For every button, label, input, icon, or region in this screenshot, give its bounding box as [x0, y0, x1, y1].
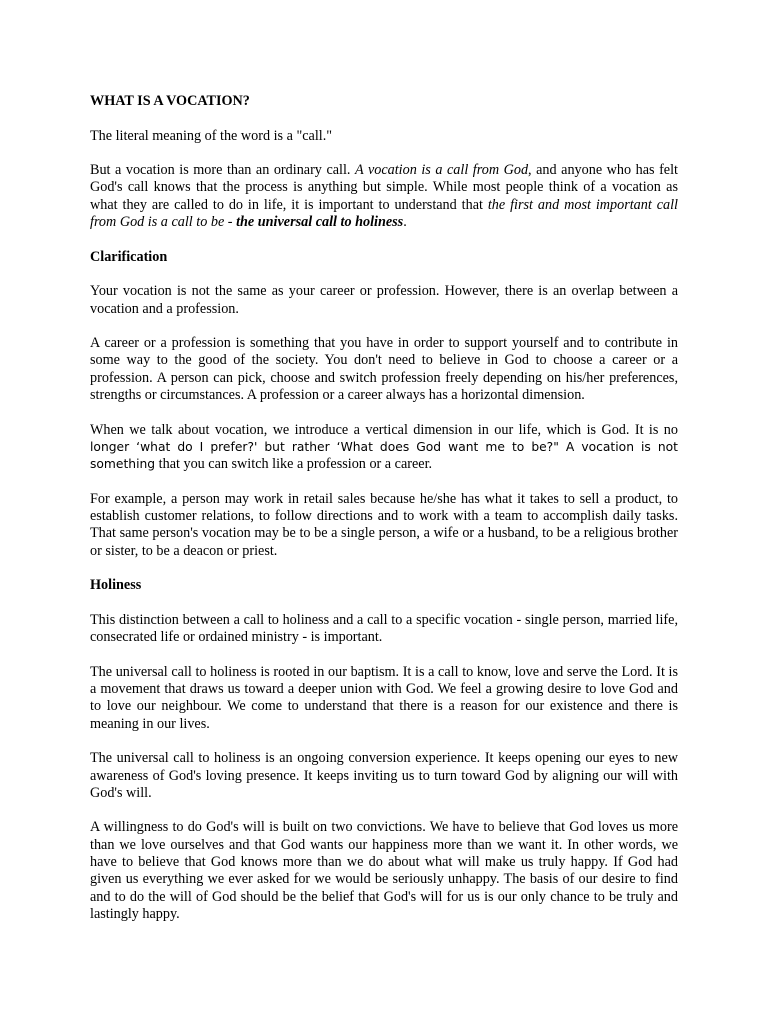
clarification-paragraph-1: Your vocation is not the same as your career or profession. However, there is an overlap between a vocation and a profession.: [90, 283, 678, 317]
holiness-paragraph-2: The universal call to holiness is rooted in our baptism. It is a call to know, love and serve the Lord. It is a movement that draws us toward a deeper union with God. We feel a growing desire to love God and to love our neighbour. We come to understand that there is a reason for our existence and there is meaning in our lives.: [90, 663, 678, 732]
clarification-paragraph-2: A career or a profession is something that you have in order to support yourself and to contribute in some way to the good of the society. You don't need to believe in God to choose a career or a profession. A person can pick, choose and switch profession freely depending on his/her preferences, strengths or circumstances. A profession or a career always has a horizontal dimension.: [90, 335, 678, 404]
vocation-definition-paragraph: [90, 162, 678, 231]
holiness-paragraph-3: The universal call to holiness is an ongoing conversion experience. It keeps opening our eyes to new awareness of God's loving presence. It keeps inviting us to turn toward God by aligning our will with God's will.: [90, 750, 678, 801]
document-title: WHAT IS A VOCATION?: [90, 93, 250, 109]
clarification-heading: Clarification: [90, 248, 168, 265]
text-run: But a vocation is more than an ordinary call.: [90, 162, 356, 179]
clarification-paragraph-3: [90, 422, 678, 474]
text-run: When we talk about vocation, we introduce a vertical dimension in our life, which is God. It is no: [90, 421, 678, 438]
text-run: .: [403, 214, 407, 231]
intro-paragraph: The literal meaning of the word is a "call.": [90, 127, 333, 144]
holiness-paragraph-4: A willingness to do God's will is built on two convictions. We have to believe that God loves us more than we love ourselves and that God wants our happiness more than we want it. In other words, we have to believe that God knows more than we do about what will make us truly happy. If God had given us everything we ever asked for we would be seriously unhappy. The basis of our desire to find and to do the will of God should be the belief that God's will for us is our only chance to be truly and lastingly happy.: [90, 819, 678, 922]
italic-text-run: A vocation is a call from God: [355, 162, 529, 179]
holiness-paragraph-1: This distinction between a call to holiness and a call to a specific vocation - single person, married life, consecrated life or ordained ministry - is important.: [90, 611, 678, 646]
document-page: [90, 93, 678, 941]
holiness-heading: Holiness: [90, 577, 142, 594]
text-run: that you can switch like a profession or a career.: [155, 456, 433, 473]
italic-text-run: the first and most important call from God is a call to be -: [90, 196, 678, 231]
sans-text-run: longer ‘what do I prefer?' but rather ‘What does God want me to be?" A vocation is not something: [90, 439, 678, 472]
clarification-paragraph-4: For example, a person may work in retail sales because he/she has what it takes to sell a product, to establish customer relations, to follow directions and to work with a team to accomplish daily tasks. That same person's vocation may be to be a single person, a wife or a husband, to be a religious brother or sister, to be a deacon or priest.: [90, 490, 678, 559]
bold-italic-text-run: the universal call to holiness: [236, 214, 404, 231]
text-run: , and anyone who has felt God's call knows that the process is anything but simple. While most people think of a vocation as what they are called to do in life, it is important to understand that: [90, 162, 678, 213]
